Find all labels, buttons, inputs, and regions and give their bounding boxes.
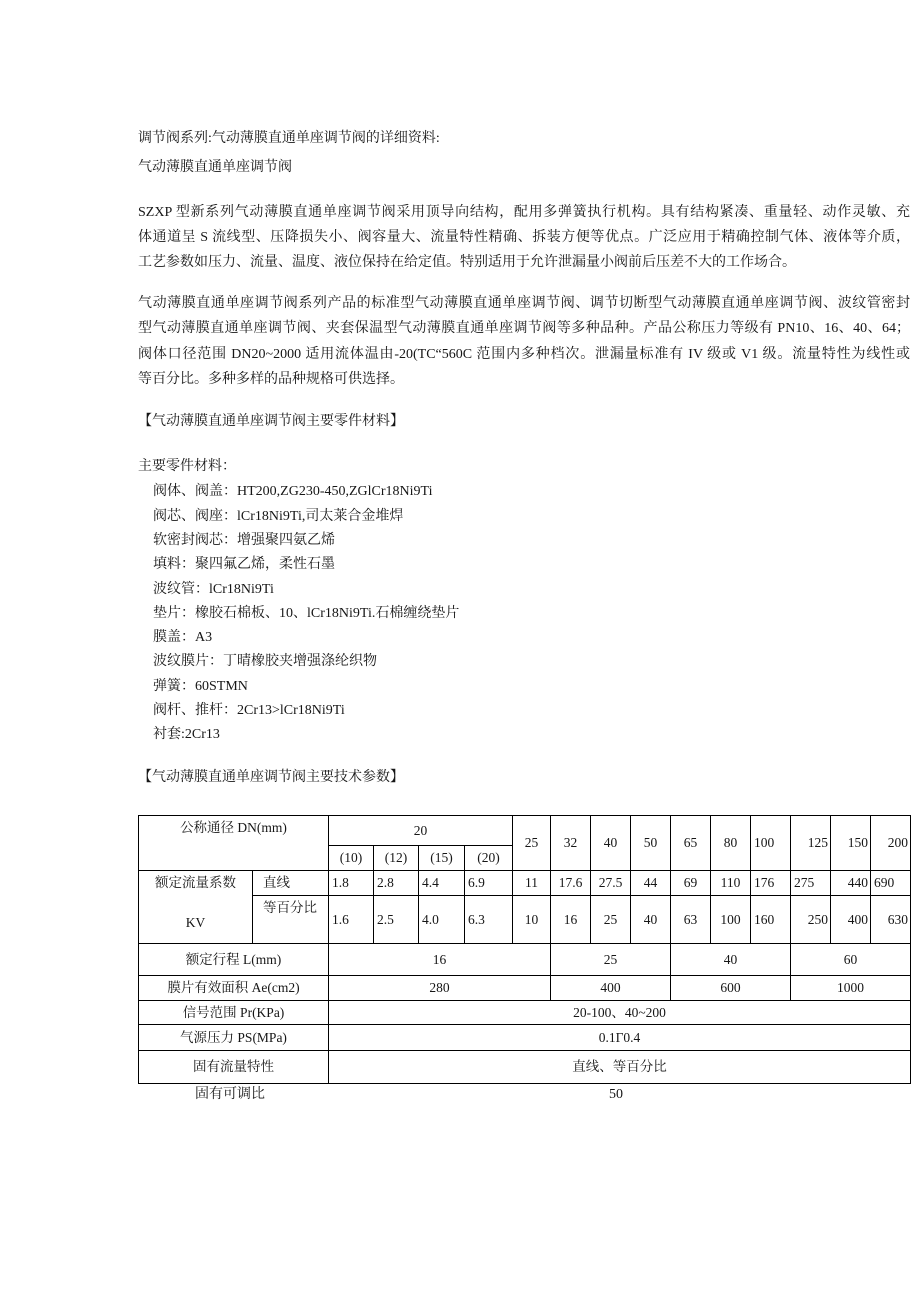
dn-sub-cell: (15) — [419, 846, 465, 871]
series-paragraph-line: 气动薄膜直通单座调节阀系列产品的标准型气动薄膜直通单座调节阀、调节切断型气动薄膜直通单座调节阀、波纹管密封 — [138, 296, 910, 311]
stroke-value-cell: 25 — [551, 944, 671, 976]
dn-value-cell: 80 — [711, 816, 751, 871]
table-row-flow-char — [139, 1051, 911, 1084]
table-row-dn — [139, 816, 911, 846]
equal-label-cell: 等百分比 — [253, 896, 329, 944]
material-item: 膜盖：A3 — [153, 630, 213, 645]
material-item: 软密封阀芯：增强聚四氨乙烯 — [153, 533, 335, 548]
material-item: 垫片：橡胶石棉板、10、lCr18Ni9Ti.石棉缠绕垫片 — [153, 606, 460, 621]
dn-value-cell: 125 — [791, 816, 831, 871]
equal-value-cell: 4.0 — [419, 896, 465, 944]
flow-char-label-cell: 固有流量特性 — [139, 1051, 329, 1084]
stroke-value-cell: 60 — [791, 944, 911, 976]
material-item: 弹簧：60STMN — [153, 679, 248, 694]
dn-value-cell: 25 — [513, 816, 551, 871]
table-row-signal — [139, 1001, 911, 1025]
equal-value-cell: 40 — [631, 896, 671, 944]
area-value-cell: 1000 — [791, 976, 911, 1001]
series-paragraph-line: 型气动薄膜直通单座调节阀、夹套保温型气动薄膜直通单座调节阀等多种品种。产品公称压力等级有 PN10、16、40、64； — [138, 321, 910, 336]
area-label-cell: 膜片有效面积 Ae(cm2) — [139, 976, 329, 1001]
area-value-cell: 600 — [671, 976, 791, 1001]
dn-value-cell: 150 — [831, 816, 871, 871]
doc-subtitle: 气动薄膜直通单座调节阀 — [138, 160, 292, 175]
rangeability-label: 固有可调比 — [195, 1087, 265, 1102]
table-row-stroke — [139, 944, 911, 976]
dn-value-cell: 100 — [751, 816, 791, 871]
equal-value-cell: 6.3 — [465, 896, 513, 944]
dn-value-cell: 32 — [551, 816, 591, 871]
linear-value-cell: 44 — [631, 871, 671, 896]
series-paragraph-line: 阀体口径范围 DN20~2000 适用流体温由-20(TC“560C 范围内多种档次。泄漏量标准有 IV 级或 V1 级。流量特性为线性或 — [138, 347, 910, 362]
linear-value-cell: 6.9 — [465, 871, 513, 896]
equal-value-cell: 630 — [871, 896, 911, 944]
kv-label-top: 额定流量系数 — [155, 875, 236, 890]
linear-value-cell: 110 — [711, 871, 751, 896]
linear-value-cell: 275 — [791, 871, 831, 896]
material-item: 衬套:2Cr13 — [153, 727, 220, 742]
dn-label-cell: 公称通径 DN(mm) — [139, 816, 329, 871]
table-row-area — [139, 976, 911, 1001]
equal-value-cell: 16 — [551, 896, 591, 944]
air-label-cell: 气源压力 PS(MPa) — [139, 1025, 329, 1051]
materials-label: 主要零件材料： — [138, 459, 236, 474]
flow-char-value-cell: 直线、等百分比 — [329, 1051, 911, 1084]
params-heading: 【气动薄膜直通单座调节阀主要技术参数】 — [138, 770, 404, 785]
equal-value-cell: 1.6 — [329, 896, 374, 944]
equal-value-cell: 100 — [711, 896, 751, 944]
stroke-label-cell: 额定行程 L(mm) — [139, 944, 329, 976]
linear-label-cell: 直线 — [253, 871, 329, 896]
equal-value-cell: 2.5 — [374, 896, 419, 944]
dn-sub-cell: (10) — [329, 846, 374, 871]
material-item: 阀芯、阀座：lCr18Ni9Ti,司太莱合金堆焊 — [153, 509, 404, 524]
material-item: 阀体、阀盖：HT200,ZG230-450,ZGlCr18Ni9Ti — [153, 484, 433, 499]
kv-label-cell — [139, 871, 253, 944]
dn-value-cell: 50 — [631, 816, 671, 871]
linear-value-cell: 1.8 — [329, 871, 374, 896]
linear-value-cell: 176 — [751, 871, 791, 896]
equal-value-cell: 160 — [751, 896, 791, 944]
linear-value-cell: 4.4 — [419, 871, 465, 896]
dn-value-cell: 200 — [871, 816, 911, 871]
equal-value-cell: 250 — [791, 896, 831, 944]
dn-value-cell: 40 — [591, 816, 631, 871]
linear-value-cell: 690 — [871, 871, 911, 896]
area-value-cell: 280 — [329, 976, 551, 1001]
signal-value-cell: 20-100、40~200 — [329, 1001, 911, 1025]
linear-value-cell: 27.5 — [591, 871, 631, 896]
intro-paragraph-line: 工艺参数如压力、流量、温度、液位保持在给定值。特别适用于允许泄漏量小阀前后压差不大的工作场合。 — [138, 255, 796, 270]
doc-title-line: 调节阀系列:气动薄膜直通单座调节阀的详细资料: — [138, 131, 440, 146]
dn-value-cell: 65 — [671, 816, 711, 871]
table-row-kv-linear — [139, 871, 911, 896]
material-item: 填料：聚四氟乙烯，柔性石墨 — [153, 557, 335, 572]
intro-paragraph-line: SZXP 型新系列气动薄膜直通单座调节阀采用顶导向结构，配用多弹簧执行机构。具有结构紧凑、重量轻、动作灵敏、充 — [138, 205, 910, 220]
material-item: 阀杆、推杆：2Cr13>lCr18Ni9Ti — [153, 703, 345, 718]
equal-value-cell: 63 — [671, 896, 711, 944]
stroke-value-cell: 16 — [329, 944, 551, 976]
air-value-cell: 0.1Γ0.4 — [329, 1025, 911, 1051]
stroke-value-cell: 40 — [671, 944, 791, 976]
area-value-cell: 400 — [551, 976, 671, 1001]
equal-value-cell: 25 — [591, 896, 631, 944]
linear-value-cell: 11 — [513, 871, 551, 896]
tech-params-table — [138, 815, 911, 1084]
linear-value-cell: 2.8 — [374, 871, 419, 896]
dn-group-cell: 20 — [329, 816, 513, 846]
signal-label-cell: 信号范围 Pr(KPa) — [139, 1001, 329, 1025]
table-row-kv-equal — [139, 896, 911, 944]
kv-label-bottom: KV — [185, 915, 206, 930]
materials-heading: 【气动薄膜直通单座调节阀主要零件材料】 — [138, 414, 404, 429]
equal-value-cell: 400 — [831, 896, 871, 944]
linear-value-cell: 69 — [671, 871, 711, 896]
table-row-air — [139, 1025, 911, 1051]
material-item: 波纹膜片：丁晴橡胶夹增强涤纶织物 — [153, 654, 377, 669]
intro-paragraph-line: 体通道呈 S 流线型、压降损失小、阀容量大、流量特性精确、拆装方便等优点。广泛应用于精确控制气体、液体等介质， — [138, 230, 910, 245]
linear-value-cell: 440 — [831, 871, 871, 896]
series-paragraph-line: 等百分比。多种多样的品种规格可供选择。 — [138, 372, 404, 387]
equal-value-cell: 10 — [513, 896, 551, 944]
rangeability-value: 50 — [609, 1087, 623, 1102]
dn-sub-cell: (20) — [465, 846, 513, 871]
linear-value-cell: 17.6 — [551, 871, 591, 896]
dn-sub-cell: (12) — [374, 846, 419, 871]
material-item: 波纹管：lCr18Ni9Ti — [153, 582, 274, 597]
